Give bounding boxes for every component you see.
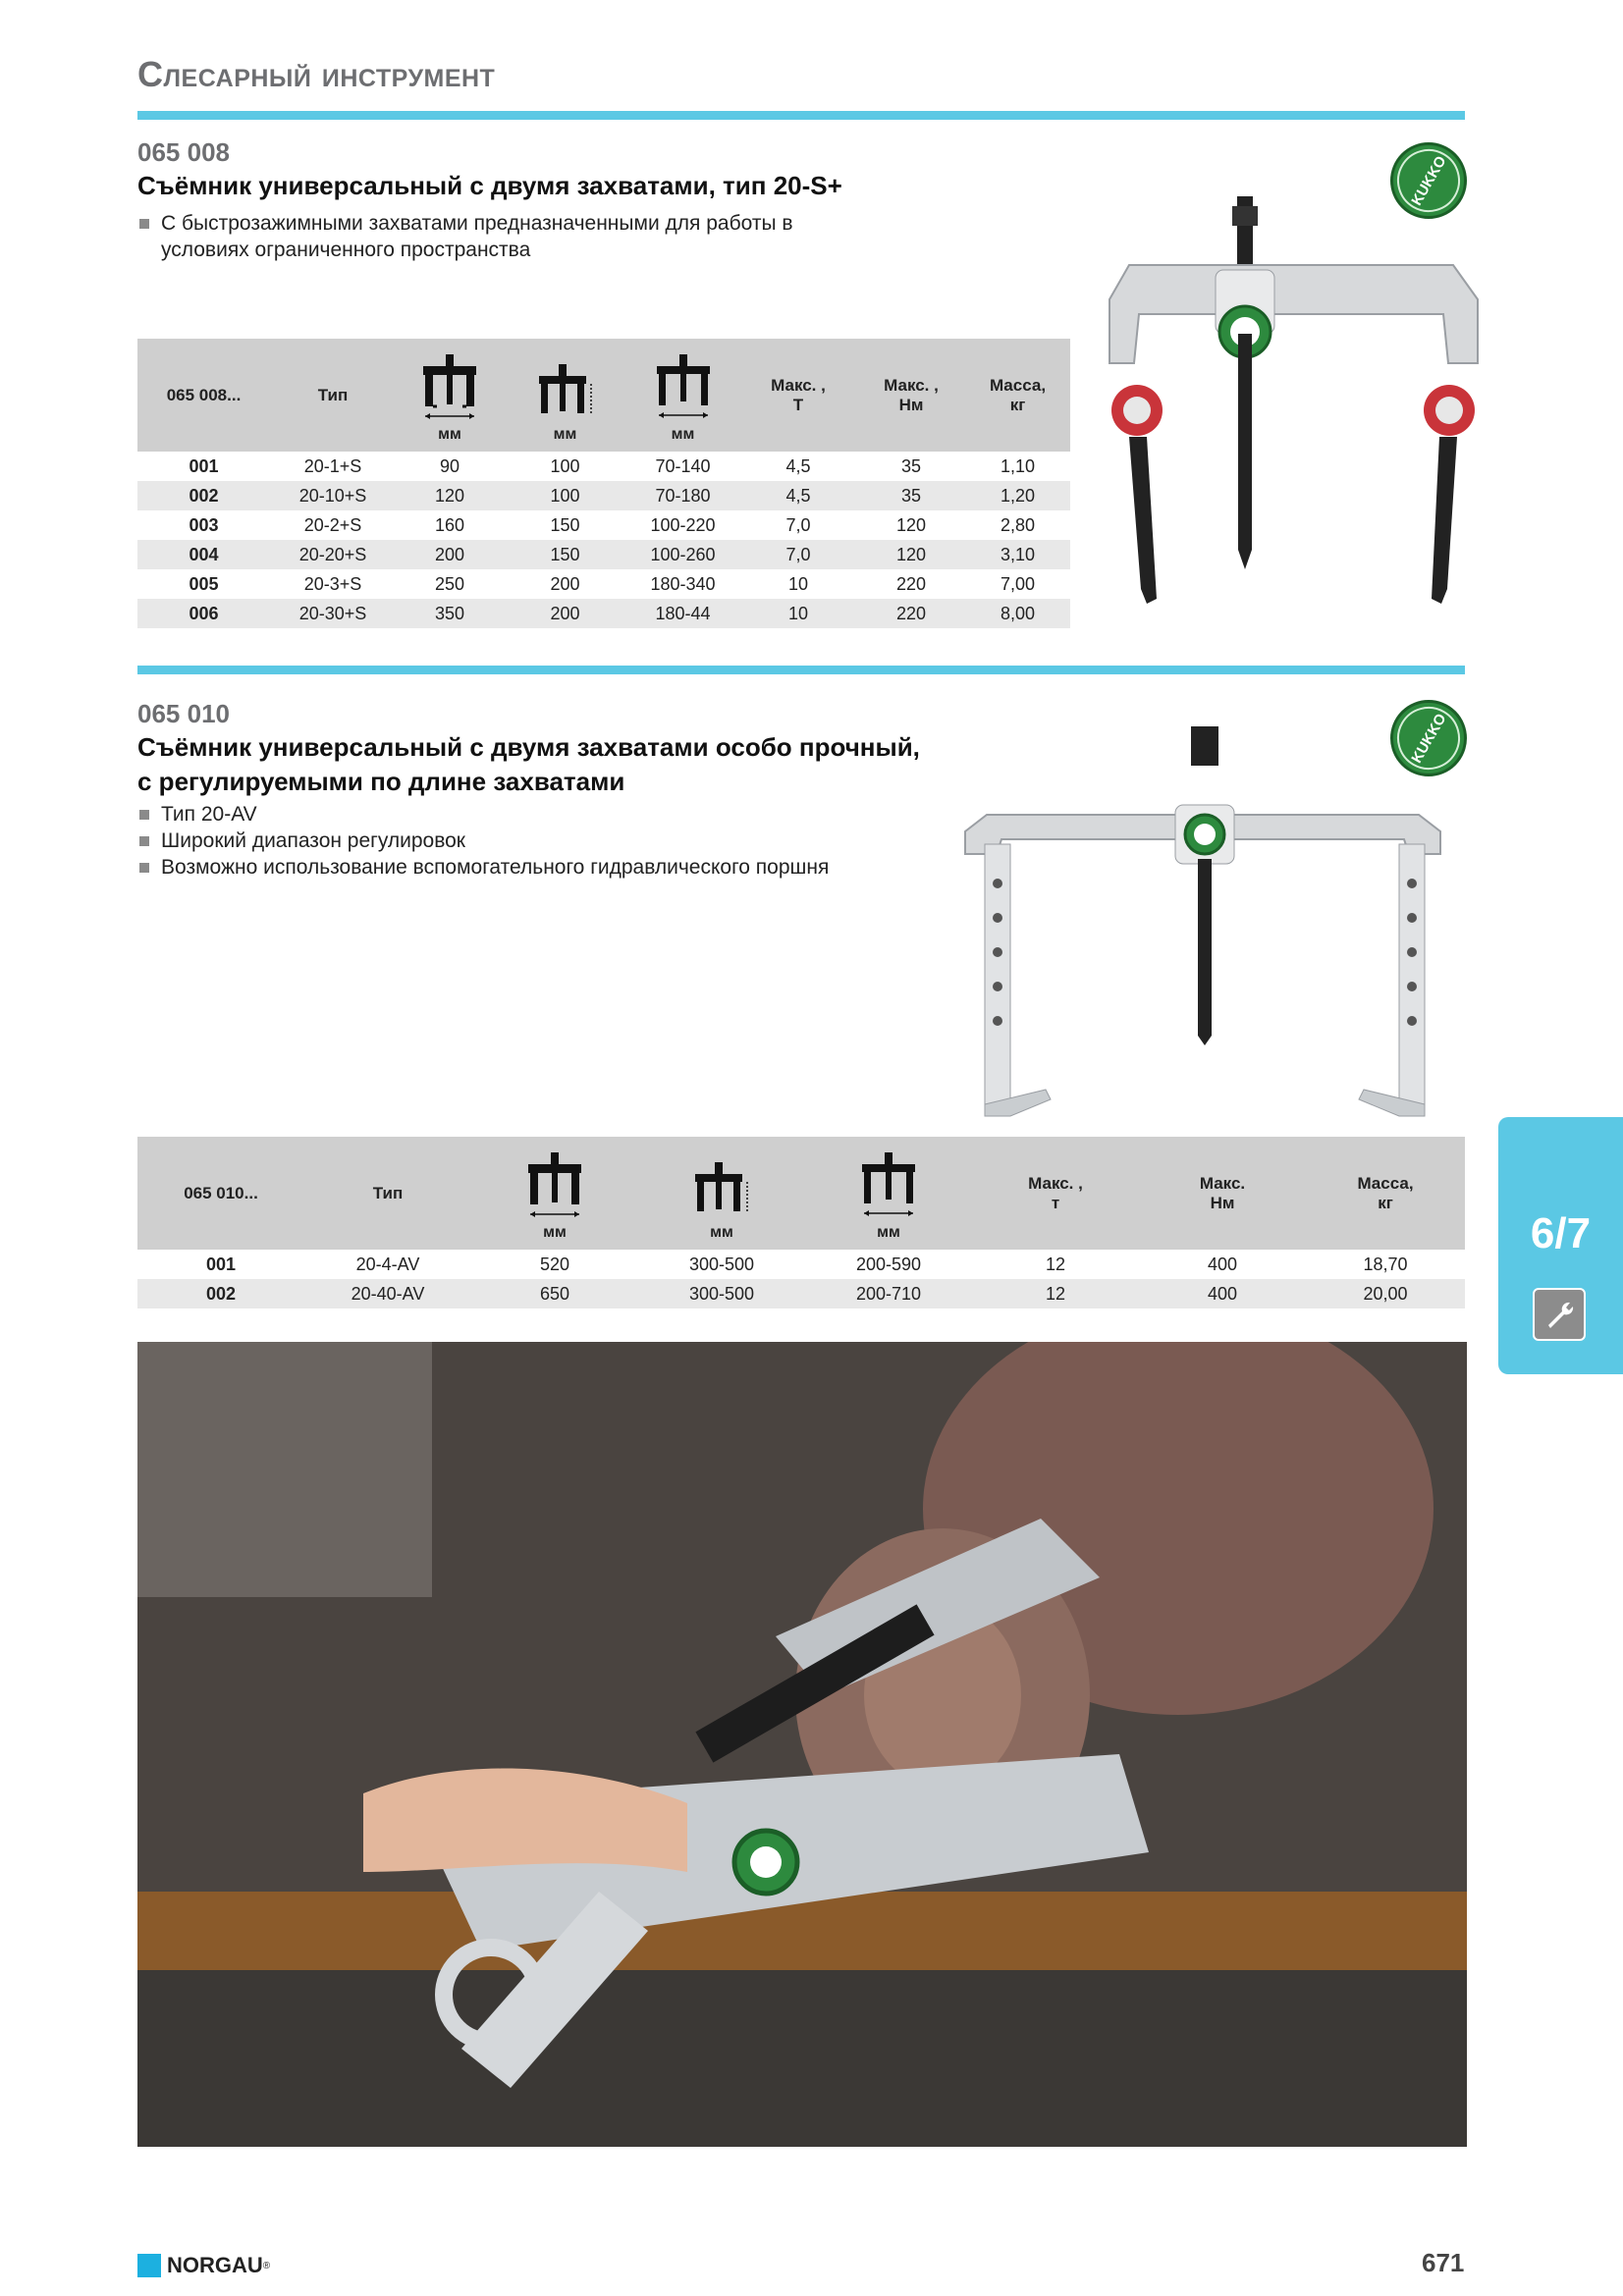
- header-rule: [137, 111, 1465, 120]
- table-header-row: [137, 339, 1070, 452]
- cell-force: 7,0: [739, 540, 857, 569]
- cell-range: 180-44: [626, 599, 739, 628]
- wrench-icon: [1533, 1288, 1586, 1341]
- cell-depth: 200: [550, 573, 580, 594]
- col-header-max-torque: Макс. , Нм: [857, 339, 965, 452]
- cell-depth: 100: [504, 481, 626, 510]
- col-header-mass: Масса, кг: [965, 339, 1070, 452]
- page-title: Слесарный инструмент: [137, 54, 496, 94]
- cell-article: 006: [137, 599, 270, 628]
- feature-list: [137, 210, 793, 263]
- cell-force: 7,0: [785, 514, 811, 535]
- table-header-row: [137, 1137, 1465, 1250]
- section-rule: [137, 666, 1465, 674]
- table-row: [137, 1250, 1465, 1279]
- feature-item: С быстрозажимными захватами предназначенными для работы в: [137, 210, 793, 237]
- cell-article: 002: [137, 481, 270, 510]
- cell-article: 002: [137, 1279, 304, 1308]
- cell-range: 70-180: [626, 481, 739, 510]
- cell-type: 20-2+S: [303, 514, 362, 535]
- col-header-article: 065 010...: [137, 1137, 304, 1250]
- col-header-mass: Масса, кг: [1306, 1137, 1465, 1250]
- cell-torque: 35: [900, 455, 922, 476]
- col-header-type: Тип: [270, 339, 396, 452]
- kukko-logo: KUKKO: [1390, 142, 1467, 219]
- cell-mass: 20,00: [1306, 1279, 1465, 1308]
- col-header-range: мм: [626, 339, 739, 452]
- table-row: [137, 540, 1070, 569]
- table-row: [137, 452, 1070, 481]
- cell-range: 70-140: [655, 455, 711, 476]
- col-header-max-torque: Макс. Нм: [1139, 1137, 1306, 1250]
- cell-type: 20-20+S: [270, 540, 396, 569]
- cell-force: 4,5: [739, 481, 857, 510]
- cell-force: 10: [787, 573, 809, 594]
- cell-mass: 8,00: [965, 599, 1070, 628]
- cell-article: 005: [189, 573, 219, 594]
- col-header-depth: мм: [504, 339, 626, 452]
- cell-torque: 400: [1139, 1279, 1306, 1308]
- cell-span: 520: [539, 1254, 570, 1274]
- cell-mass: 2,80: [1000, 514, 1036, 535]
- cell-force: 12: [1045, 1254, 1066, 1274]
- cell-range: 200-710: [805, 1279, 972, 1308]
- feature-item-continuation: условиях ограниченного пространства: [161, 239, 531, 261]
- cell-torque: 220: [857, 599, 965, 628]
- product-title: Съёмник универсальный с двумя захватами особо прочный, с регулируемыми по длине захватами: [137, 732, 920, 796]
- feature-list: [137, 801, 829, 881]
- product-title: Съёмник универсальный с двумя захватами, тип 20-S+: [137, 171, 842, 200]
- table-row: [137, 569, 1070, 599]
- cell-range: 100-260: [626, 540, 739, 569]
- product-code: 065 010: [137, 699, 230, 728]
- puller-20s-image: [1100, 187, 1492, 609]
- cell-type: 20-30+S: [270, 599, 396, 628]
- cell-depth: 150: [550, 514, 580, 535]
- cell-depth: 100: [550, 455, 580, 476]
- feature-item: Тип 20-AV: [137, 801, 829, 828]
- col-header-type: Тип: [304, 1137, 471, 1250]
- cell-span: 350: [396, 599, 504, 628]
- cell-torque: 120: [857, 540, 965, 569]
- cell-type: 20-3+S: [303, 573, 362, 594]
- cell-article: 003: [189, 514, 219, 535]
- puller-span-icon: [524, 1152, 585, 1221]
- cell-type: 20-40-AV: [304, 1279, 471, 1308]
- puller-20av-image: [957, 721, 1448, 1124]
- cell-depth: 300-500: [688, 1254, 755, 1274]
- brand-square-icon: [137, 2254, 161, 2277]
- cell-torque: 35: [857, 481, 965, 510]
- table-row: [137, 1279, 1465, 1308]
- col-header-range: мм: [805, 1137, 972, 1250]
- col-header-article: 065 008...: [137, 339, 270, 452]
- table-row: [137, 599, 1070, 628]
- cell-range: 200-590: [855, 1254, 922, 1274]
- cell-mass: 1,20: [965, 481, 1070, 510]
- feature-item: Широкий диапазон регулировок: [137, 828, 829, 854]
- cell-mass: 7,00: [1000, 573, 1036, 594]
- workshop-photo-illustration: [137, 1342, 1467, 2147]
- cell-depth: 200: [504, 599, 626, 628]
- kukko-logo: KUKKO: [1390, 700, 1467, 776]
- usage-photo: [137, 1342, 1467, 2147]
- col-header-span: мм: [396, 339, 504, 452]
- cell-span: 160: [434, 514, 465, 535]
- cell-torque: 120: [895, 514, 927, 535]
- cell-article: 001: [205, 1254, 237, 1274]
- cell-type: 20-1+S: [303, 455, 362, 476]
- cell-force: 4,5: [785, 455, 811, 476]
- cell-depth: 150: [504, 540, 626, 569]
- page-number: 671: [1422, 2248, 1465, 2277]
- cell-span: 650: [471, 1279, 638, 1308]
- product-code: 065 008: [137, 137, 230, 167]
- cell-type: 20-4-AV: [355, 1254, 420, 1274]
- col-header-span: мм: [471, 1137, 638, 1250]
- puller-range-icon: [653, 354, 714, 423]
- cell-range: 100-220: [650, 514, 716, 535]
- col-header-depth: мм: [638, 1137, 805, 1250]
- spec-table-065008: [137, 339, 1070, 628]
- cell-type: 20-10+S: [270, 481, 396, 510]
- spec-table-065010: [137, 1137, 1465, 1308]
- cell-force: 10: [739, 599, 857, 628]
- cell-depth: 300-500: [638, 1279, 805, 1308]
- brand-logo: NORGAU ®: [137, 2253, 270, 2278]
- chapter-tab-label: 6/7: [1530, 1209, 1592, 1257]
- table-row: [137, 481, 1070, 510]
- puller-range-icon: [858, 1152, 919, 1221]
- cell-article: 004: [137, 540, 270, 569]
- col-header-max-force: Макс. , Т: [739, 339, 857, 452]
- cell-torque: 220: [895, 573, 927, 594]
- cell-span: 90: [439, 455, 460, 476]
- cell-span: 200: [396, 540, 504, 569]
- cell-torque: 400: [1207, 1254, 1238, 1274]
- cell-mass: 1,10: [1000, 455, 1036, 476]
- cell-mass: 18,70: [1363, 1254, 1408, 1274]
- puller-depth-icon: [535, 364, 596, 423]
- table-row: [137, 510, 1070, 540]
- cell-force: 12: [972, 1279, 1139, 1308]
- puller-depth-icon: [691, 1162, 752, 1221]
- cell-range: 180-340: [650, 573, 716, 594]
- cell-span: 120: [396, 481, 504, 510]
- feature-item: Возможно использование вспомогательного гидравлического поршня: [137, 854, 829, 881]
- col-header-max-force: Макс. , т: [972, 1137, 1139, 1250]
- cell-article: 001: [189, 455, 219, 476]
- puller-span-icon: [419, 354, 480, 423]
- cell-span: 250: [434, 573, 465, 594]
- cell-mass: 3,10: [965, 540, 1070, 569]
